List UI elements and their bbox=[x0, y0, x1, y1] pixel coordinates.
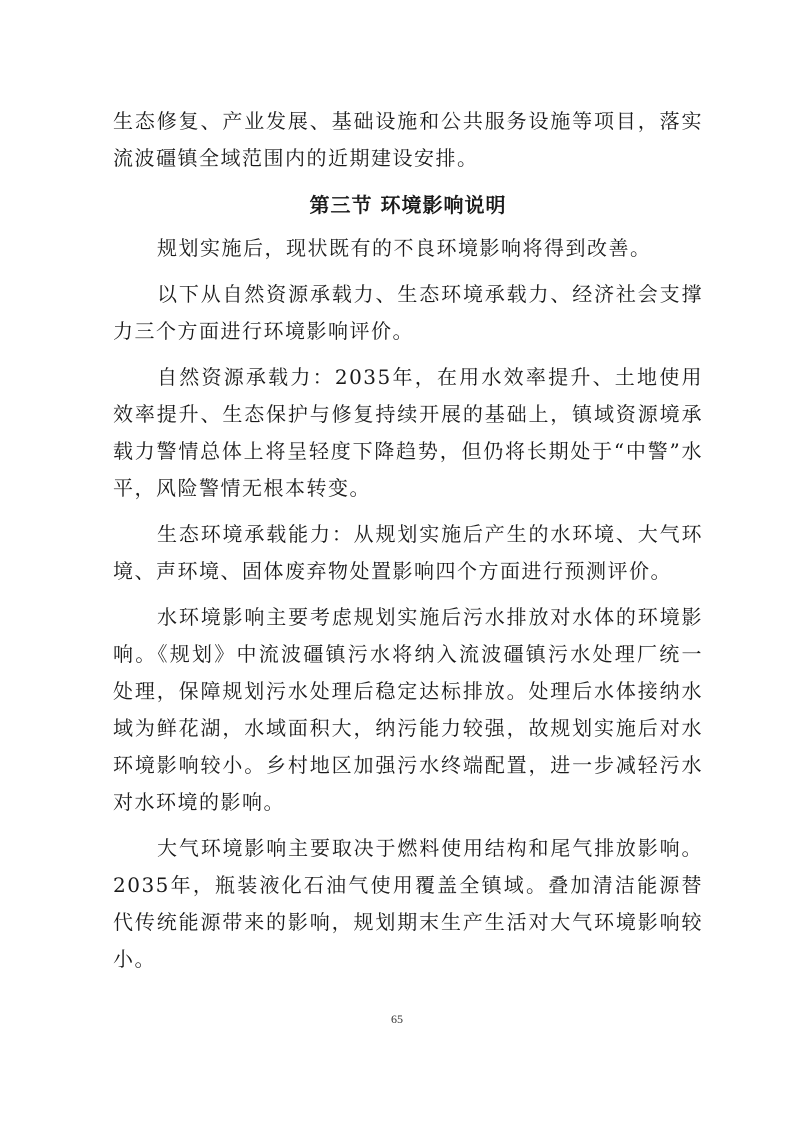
section-title: 第三节 环境影响说明 bbox=[309, 193, 507, 217]
continuation-paragraph: 生态修复、产业发展、基础设施和公共服务设施等项目，落实流波礓镇全域范围内的近期建设安排。 bbox=[113, 109, 703, 170]
paragraph-improvement: 规划实施后，现状既有的不良环境影响将得到改善。 bbox=[157, 236, 652, 260]
paragraph-ecological-capacity: 生态环境承载能力：从规划实施后产生的水环境、大气环境、声环境、固体废弃物处置影响四个方面进行预测评价。 bbox=[113, 522, 703, 583]
page-number: 65 bbox=[391, 1012, 403, 1026]
paragraph-water-environment: 水环境影响主要考虑规划实施后污水排放对水体的环境影响。《规划》中流波礓镇污水将纳入流波礓镇污水处理厂统一处理，保障规划污水处理后稳定达标排放。处理后水体接纳水域为鲜花湖，水域面积大，纳污能力较强，故规划实施后对水环境影响较小。乡村地区加强污水终端配置，进一步减轻污水对水环境的影响。 bbox=[113, 605, 703, 814]
paragraph-natural-resources: 自然资源承载力：2035年，在用水效率提升、土地使用效率提升、生态保护与修复持续开展的基础上，镇域资源境承载力警情总体上将呈轻度下降趋势，但仍将长期处于“中警”水平，风险警情无根本转变。 bbox=[113, 365, 703, 500]
paragraph-evaluation-scope: 以下从自然资源承载力、生态环境承载力、经济社会支撑力三个方面进行环境影响评价。 bbox=[113, 282, 703, 343]
paragraph-air-environment: 大气环境影响主要取决于燃料使用结构和尾气排放影响。2035年，瓶装液化石油气使用覆盖全镇域。叠加清洁能源替代传统能源带来的影响，规划期末生产生活对大气环境影响较小。 bbox=[113, 836, 703, 971]
document-body bbox=[113, 103, 703, 978]
